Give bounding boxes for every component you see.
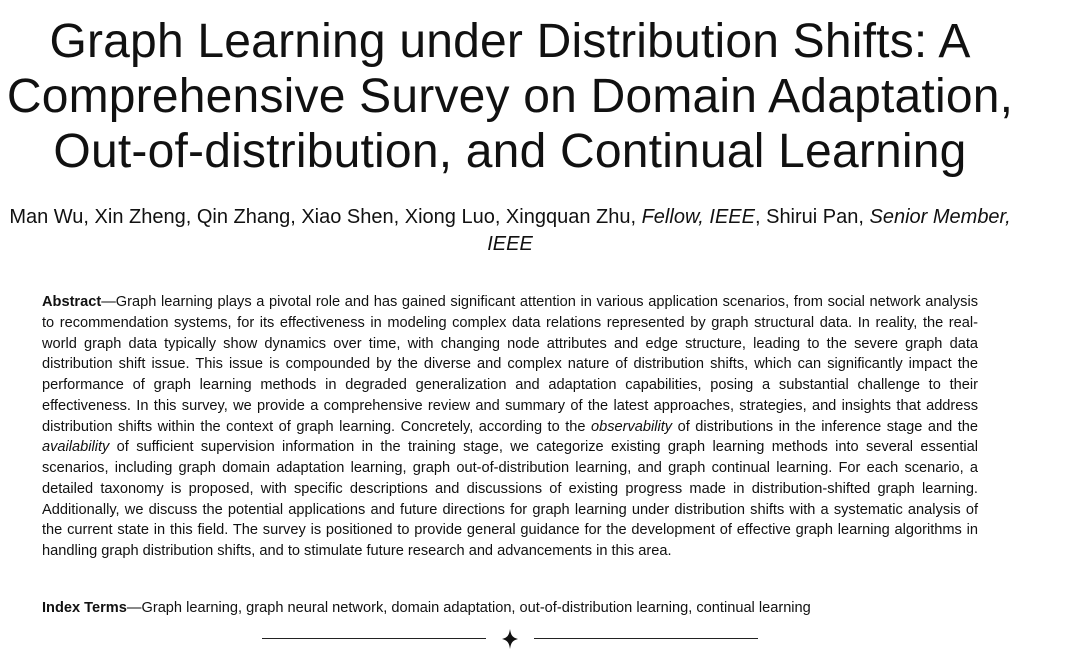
abstract-emphasis-availability: availability — [42, 439, 110, 456]
index-terms-label: Index Terms — [42, 600, 127, 616]
four-pointed-star-icon — [498, 628, 522, 650]
section-divider — [262, 628, 758, 650]
abstract-label: Abstract — [42, 294, 102, 310]
abstract-text-3: of sufficient supervision information in the training stage, we categorize existing graph learning methods into several essential scenarios, including graph domain adaptation learning, graph out-of-distribution learning, and graph continual learning. For each scenario, a detailed taxonomy is proposed, with specific descriptions and discussions of existing progress made in distribution-shifted graph learning. Additionally, we discuss the potential applications and future directions for graph learning under distribution shifts with a systematic analysis of the current state in this field. The survey is positioned to provide general guidance for the development of effective graph learning algorithms in handling graph distribution shifts, and to stimulate future research and advancements in this area. — [42, 439, 978, 559]
author-names-2: , Shirui Pan, — [754, 206, 870, 228]
divider-rule-right — [534, 638, 758, 639]
title-line-1: Graph Learning under Distribution Shifts: A — [49, 15, 971, 68]
index-terms — [42, 598, 978, 618]
author-list — [0, 204, 1020, 258]
author-names-1: Man Wu, Xin Zheng, Qin Zhang, Xiao Shen, Xiong Luo, Xingquan Zhu, — [9, 206, 642, 228]
abstract-emphasis-observability: observability — [590, 418, 673, 435]
abstract-dash: — — [101, 294, 116, 310]
title-line-3: Out-of-distribution, and Continual Learning — [53, 125, 967, 178]
abstract-text-2: of distributions in the inference stage and the — [672, 418, 979, 435]
abstract-text-1: Graph learning plays a pivotal role and has gained significant attention in various application scenarios, from social network analysis to recommendation systems, for its effectiveness in modeling complex data relations represented by graph structural data. In reality, the real-world graph data typically show dynamics over time, with changing node attributes and edge structure, leading to the severe graph data distribution shift issue. This issue is compounded by the diverse and complex nature of distribution shifts, which can significantly impact the performance of graph learning methods in degraded generalization and adaptation capabilities, posing a substantial challenge to their effectiveness. In this survey, we provide a comprehensive review and summary of the latest approaches, strategies, and insights that address distribution shifts within the context of graph learning. Concretely, according to the — [42, 294, 978, 435]
index-terms-dash: — — [126, 600, 142, 616]
paper-title — [0, 14, 1020, 179]
author-affiliation-2: Senior Member, IEEE — [487, 206, 1011, 255]
title-line-2: Comprehensive Survey on Domain Adaptation, — [6, 70, 1014, 123]
abstract — [42, 292, 978, 562]
index-terms-text: Graph learning, graph neural network, domain adaptation, out-of-distribution learning, continual learning — [141, 600, 811, 616]
divider-rule-left — [262, 638, 486, 639]
author-affiliation-1: Fellow, IEEE — [641, 206, 755, 228]
